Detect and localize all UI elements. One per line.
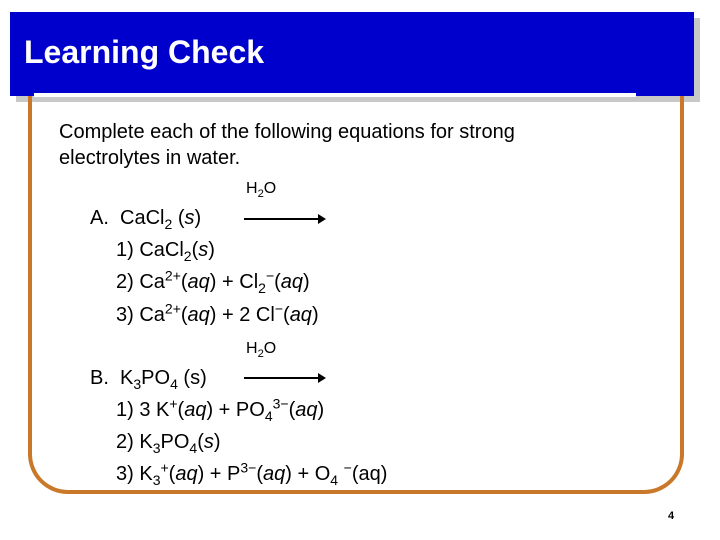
question-a-option-2: 2) $Ca^{2+}(aq) + Cl_2^-(aq)$ xyxy=(116,267,310,296)
reaction-arrow-a xyxy=(244,218,324,220)
solvent-label-b: $H_2O$ xyxy=(246,340,277,361)
question-b-option-3: 3) $K_3^+(aq) + P^{3-}(aq) + O_4$ −(aq) xyxy=(116,459,388,488)
question-a-option-1: 1) CaCl$_2$(s) xyxy=(116,239,215,264)
question-a-option-3: 3) $Ca^{2+}(aq) + 2$ Cl−(aq) xyxy=(116,300,319,326)
reaction-arrow-b xyxy=(244,377,324,379)
intro-line-2: electrolytes in water. xyxy=(59,147,241,169)
slide-title: Learning Check xyxy=(24,34,265,70)
question-b-option-1: 1) 3 $K^+(aq) + PO_4^{3-}(aq)$ xyxy=(116,395,325,424)
intro-line-1: Complete each of the following equations for strong xyxy=(59,121,515,143)
page-number: 4 xyxy=(668,510,675,522)
question-b-option-2: 2) $K_3PO_4(s)$ xyxy=(116,431,221,456)
question-b-prompt: B. $K_3PO_4$ (s) xyxy=(90,367,207,392)
question-a-prompt: A. CaCl$_2$ (s) xyxy=(90,207,202,232)
solvent-label-a: $H_2O$ xyxy=(246,180,277,201)
